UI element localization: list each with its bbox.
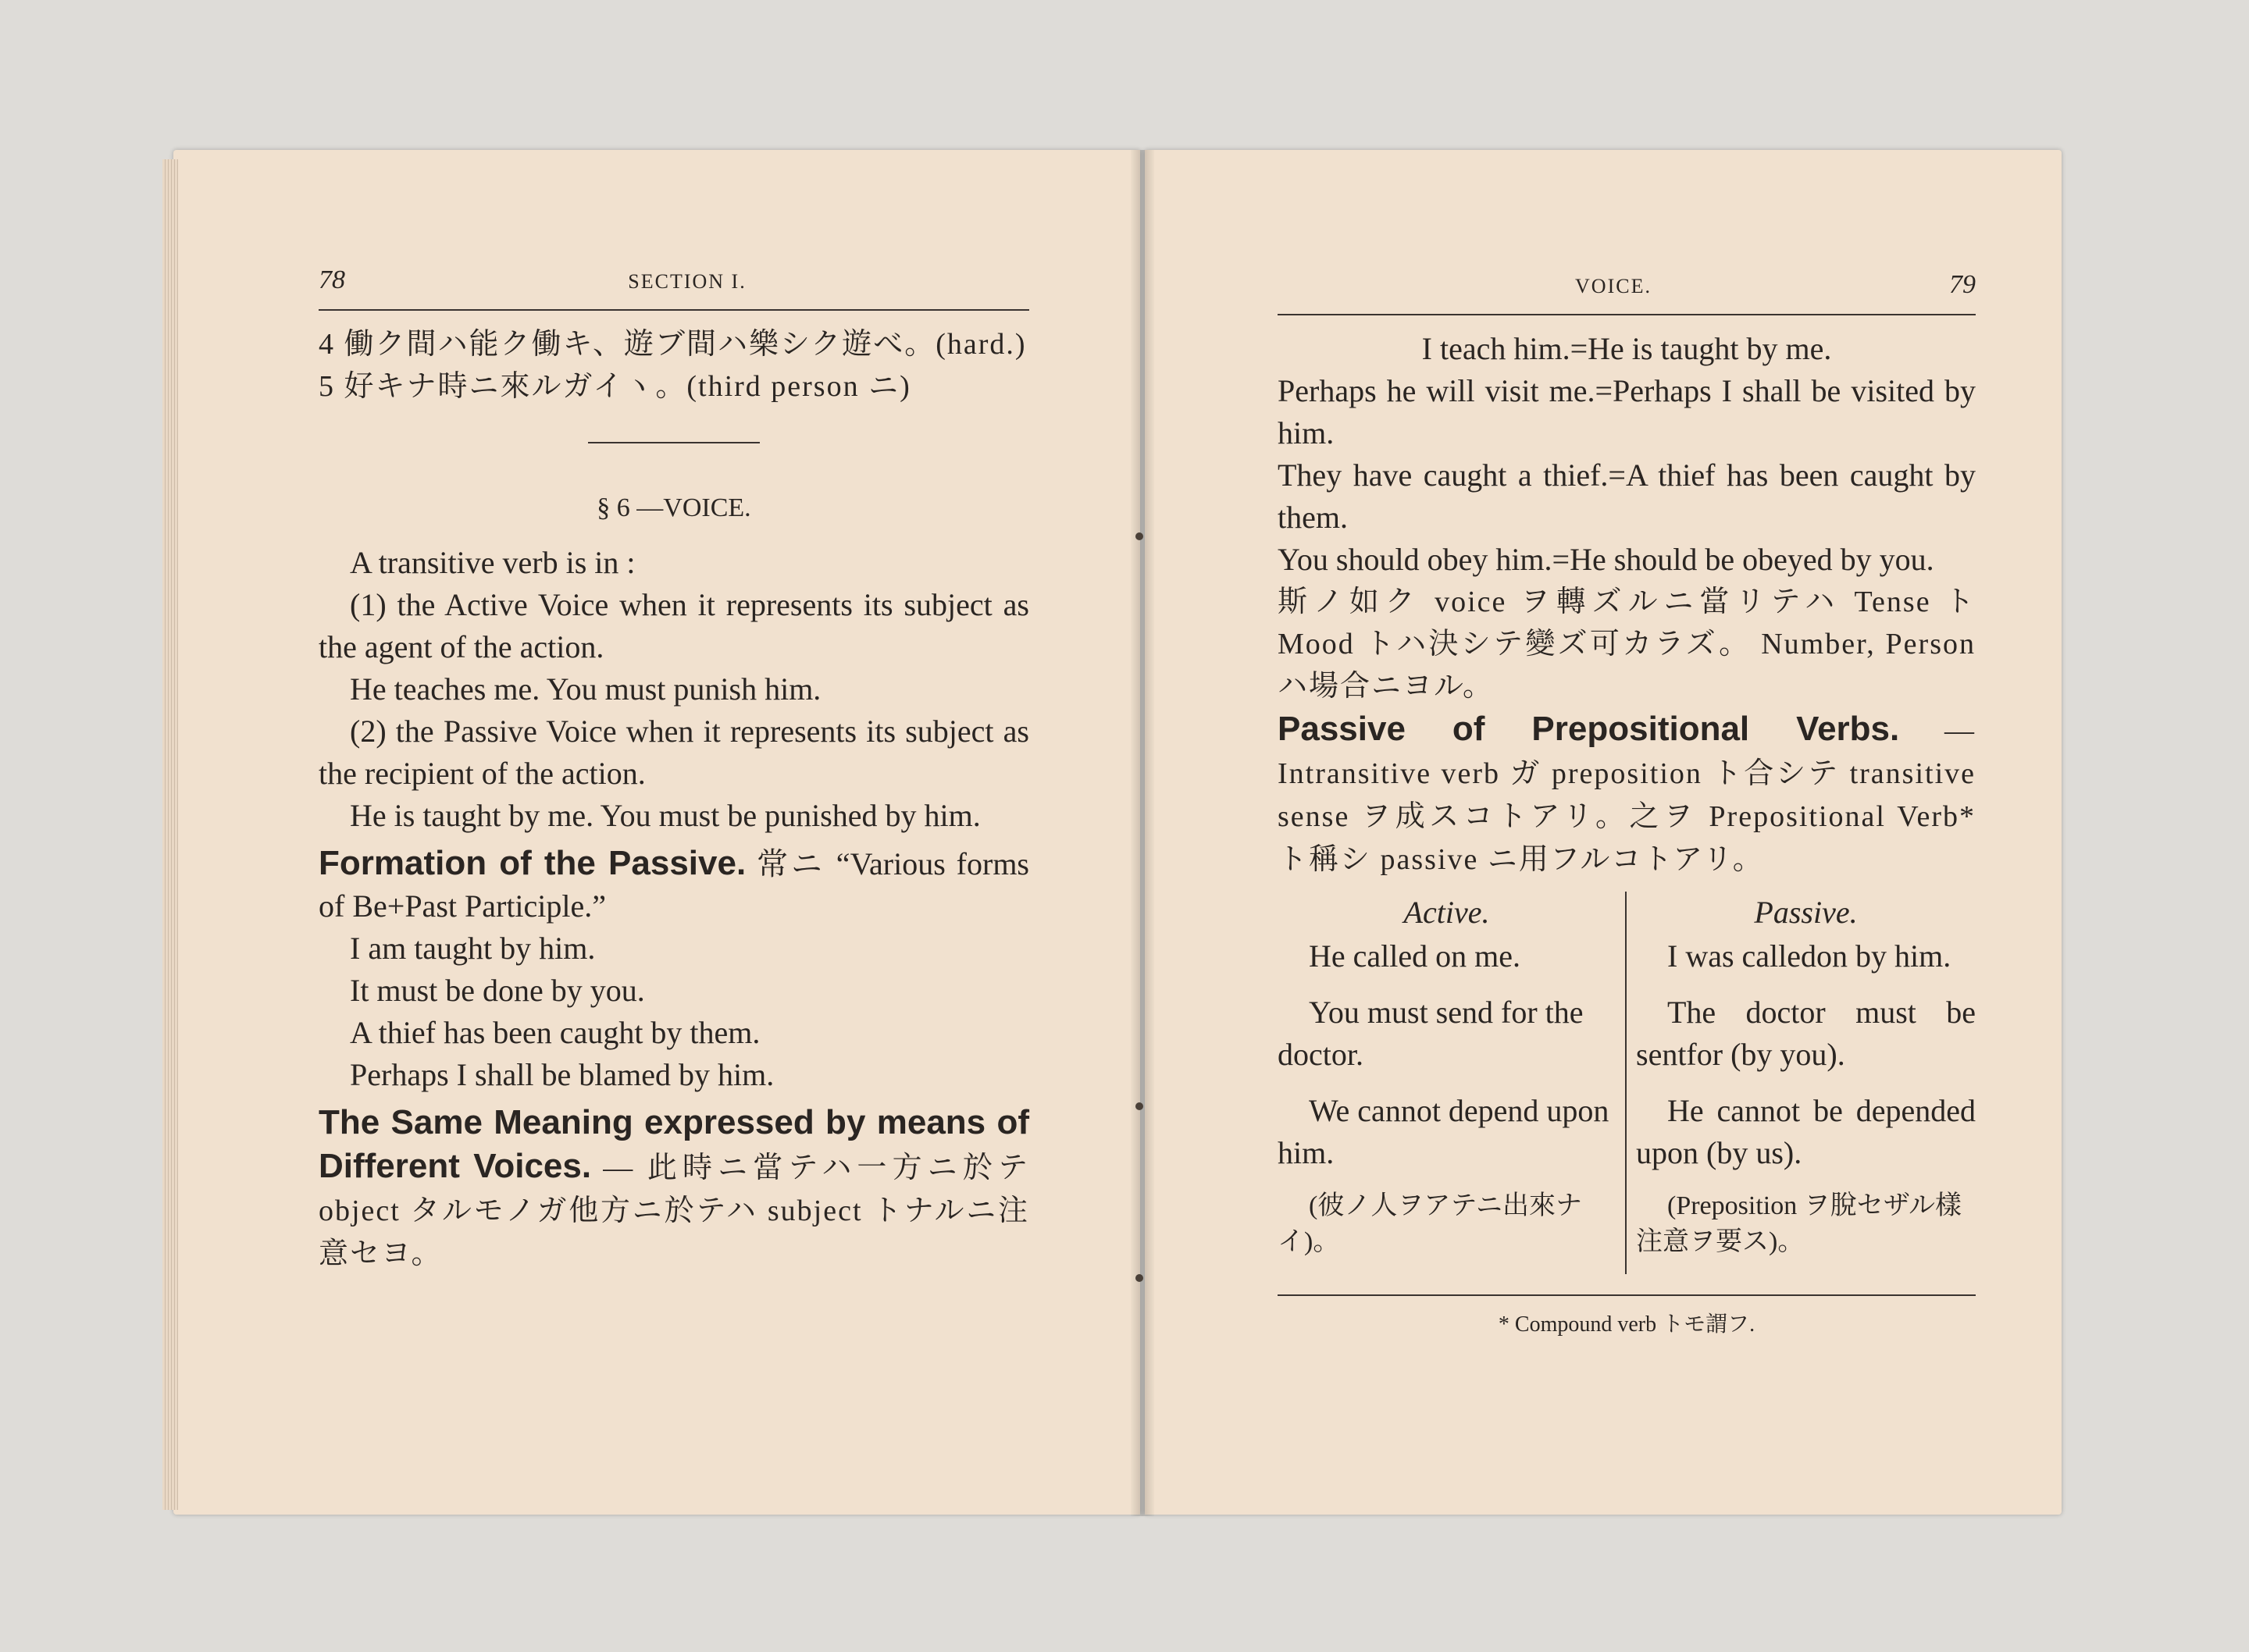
intro-text: A transitive verb is in : [350,545,636,580]
page-edges [162,159,178,1510]
passive-row-4: (Preposition ヲ脫セザル樣注意ヲ要ス)。 [1636,1191,1962,1256]
voice-example-1: I teach him.=He is taught by me. [1421,331,1832,366]
same-meaning-text: — 此時ニ當テハ一方ニ於テ object タルモノガ他方ニ於テハ subject トナルニ注意セヨ。 [319,1152,1029,1270]
left-running-title: SECTION I. [628,270,747,293]
footnote-rule [1278,1294,1976,1296]
formation-example-4: Perhaps I shall be blamed by him. [350,1057,775,1092]
voice-example-4: You should obey him.=He should be obeyed by you. [1278,542,1934,577]
formation-example-3: A thief has been caught by them. [350,1015,761,1050]
stitch-mark [1135,1274,1143,1282]
voice-example-2: Perhaps he will visit me.=Perhaps I shall be visited by him. [1278,373,1976,450]
open-book [173,150,2062,1524]
same-meaning-heading: The Same Meaning expressed by means of Different Voices. [319,1103,1029,1185]
right-running-header [1278,264,1976,315]
right-page-number: 79 [1949,270,1976,299]
left-page-number: 78 [319,265,345,294]
stitch-mark [1135,532,1143,540]
passive-row-3: He cannot be depended upon (by us). [1636,1093,1976,1170]
active-row-2: You must send for the doctor. [1278,995,1584,1072]
voice-note: 斯ノ如ク voice ヲ轉ズルニ當リテハ Tense ト Mood トハ決シテ變ズ可カラズ。 Number, Person ハ場合ニヨル。 [1278,586,1976,703]
passive-examples: He is taught by me. You must be punished by him. [350,798,981,833]
right-page-content [1278,264,1976,1346]
prepositional-text: —Intransitive verb ガ preposition ト合シテ transitive sense ヲ成スコトアリ。之ヲ Prepositional Verb* ト稱シ passive ニ用フルコトアリ。 [1278,714,1976,876]
active-definition: (1) the Active Voice when it represents its subject as the agent of the action. [319,587,1029,664]
formation-example-2: It must be done by you. [350,973,645,1008]
active-column [1278,892,1627,1274]
book-gutter [1131,150,1154,1516]
active-header: Active. [1403,895,1490,930]
stitch-mark [1135,1102,1143,1110]
right-running-title: VOICE. [1575,275,1652,297]
left-page [173,150,1140,1515]
active-row-4: (彼ノ人ヲアテニ出來ナイ)。 [1278,1191,1582,1256]
formation-heading: Formation of the Passive. [319,844,747,882]
formation-text: 常ニ “Various forms of Be+Past Participle.” [319,846,1029,924]
passive-definition: (2) the Passive Voice when it represents its subject as the recipient of the action. [319,714,1029,791]
voice-example-3: They have caught a thief.=A thief has been caught by them. [1278,458,1976,535]
passive-row-2: The doctor must be sentfor (by you). [1636,995,1976,1072]
passive-row-1: I was calledon by him. [1667,938,1951,974]
exercise-line-5: 5 好キナ時ニ來ルガイヽ。(third person ニ) [319,370,911,403]
section-heading: § 6 —VOICE. [597,493,751,522]
divider [588,442,760,443]
prepositional-heading: Passive of Prepositional Verbs. [1278,710,1900,748]
active-passive-table [1278,892,1976,1274]
active-row-3: We cannot depend upon him. [1278,1093,1609,1170]
left-running-header [319,259,1029,311]
left-page-content [319,259,1029,1275]
passive-column [1627,892,1976,1274]
exercise-line-4: 4 働ク間ハ能ク働キ、遊ブ間ハ樂シク遊べ。(hard.) [319,328,1027,361]
formation-example-1: I am taught by him. [350,931,596,966]
right-page [1145,150,2062,1515]
passive-header: Passive. [1754,895,1858,930]
active-examples: He teaches me. You must punish him. [350,671,822,707]
active-row-1: He called on me. [1309,938,1520,974]
footnote: * Compound verb トモ謂フ. [1498,1312,1755,1337]
